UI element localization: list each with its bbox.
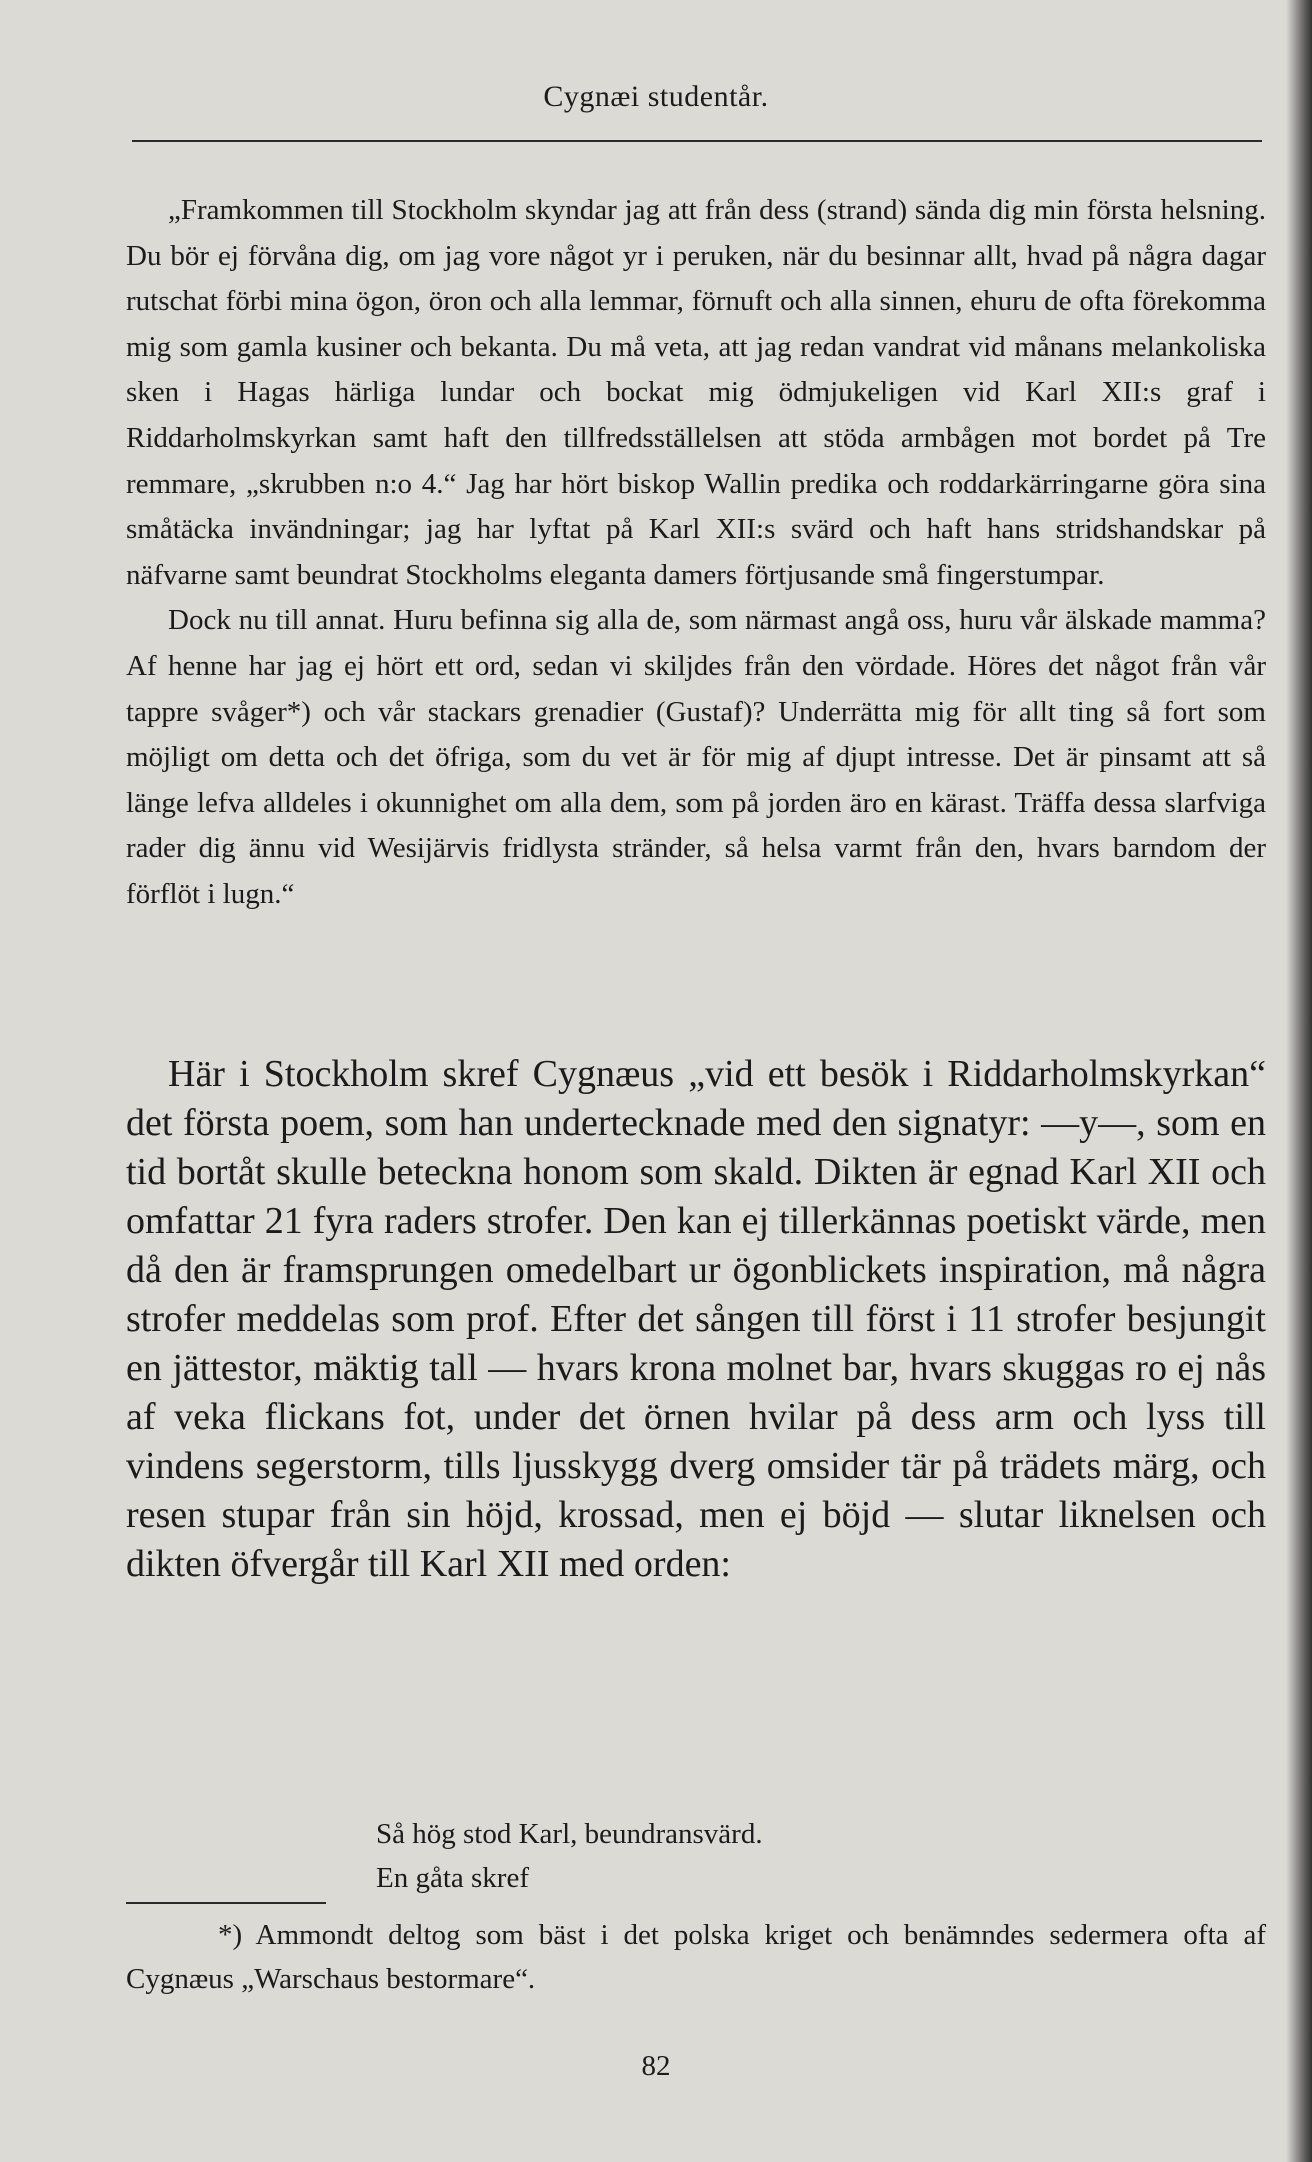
footnote <box>126 1913 1266 2001</box>
body-text <box>126 1050 1266 1589</box>
body-paragraph: Här i Stockholm skref Cygnæus „vid ett besök i Riddarholmskyrkan“ det första poem, som han undertecknade med den signatyr: —y—, som en tid bortåt skulle beteckna honom som skald. Dikten är egnad Karl XII och omfattar 21 fyra raders strofer. Den kan ej tillerkännas poetiskt värde, men då den är framsprungen omedelbart ur ögonblickets inspiration, må några strofer meddelas som prof. Efter det sången till först i 11 strofer besjungit en jättestor, mäktig tall — hvars krona molnet bar, hvars skuggas ro ej nås af veka flickans fot, under det örnen hvilar på dess arm och lyss till vindens segerstorm, tills ljusskygg dverg omsider tär på trädets märg, och resen stupar från sin höjd, krossad, men ej böjd — slutar liknelsen och dikten öfvergår till Karl XII med orden: <box>126 1053 1266 1585</box>
quoted-letter <box>126 188 1266 918</box>
letter-paragraph-1: „Framkommen till Stockholm skyndar jag att från dess (strand) sända dig min första helsning. Du bör ej förvåna dig, om jag vore något yr i peruken, när du besinnar allt, hvad på några dagar rutschat förbi mina ögon, öron och alla lemmar, förnuft och alla sinnen, ehuru de ofta förekomma mig som gamla kusiner och bekanta. Du må veta, att jag redan vandrat vid månans melankoliska sken i Hagas härliga lundar och bockat mig ödmjukeligen vid Karl XII:s graf i Riddarholmskyrkan samt haft den tillfredsställelsen att stöda armbågen mot bordet på Tre remmare, „skrubben n:o 4.“ Jag har hört biskop Wallin predika och roddarkärringarne göra sina småtäcka invändningar; jag har lyftat på Karl XII:s svärd och haft hans stridshandskar på näfvarne samt beundrat Stockholms eleganta damers förtjusande små fingerstumpar. <box>126 194 1266 591</box>
verse-quote <box>376 1812 763 1900</box>
footnote-rule <box>126 1902 326 1904</box>
page-number: 82 <box>641 2050 671 2082</box>
running-head: Cygnæi studentår. <box>543 80 769 113</box>
header-rule <box>132 140 1262 142</box>
verse-line-1: Så hög stod Karl, beundransvärd. <box>376 1818 763 1850</box>
footnote-text: *) Ammondt deltog som bäst i det polska kriget och benämndes sedermera ofta af Cygnæus „Warschaus bestormare“. <box>126 1919 1266 1995</box>
letter-paragraph-2: Dock nu till annat. Huru befinna sig alla de, som närmast angå oss, huru vår älskade mamma? Af henne har jag ej hört ett ord, sedan vi skiljdes från den vördade. Höres det något från vår tappre svåger*) och vår stackars grenadier (Gustaf)? Underrätta mig för allt ting så fort som möjligt om detta och det öfriga, som du vet är för mig af djupt intresse. Det är pinsamt att så länge lefva alldeles i okunnighet om alla dem, som på jorden äro en kärast. Träffa dessa slarfviga rader dig ännu vid Wesijärvis fridlysta stränder, så helsa varmt från den, hvars barndom der förflöt i lugn.“ <box>126 604 1266 910</box>
page-edge-shadow <box>1286 0 1312 2162</box>
verse-line-2: En gåta skref <box>376 1862 529 1894</box>
